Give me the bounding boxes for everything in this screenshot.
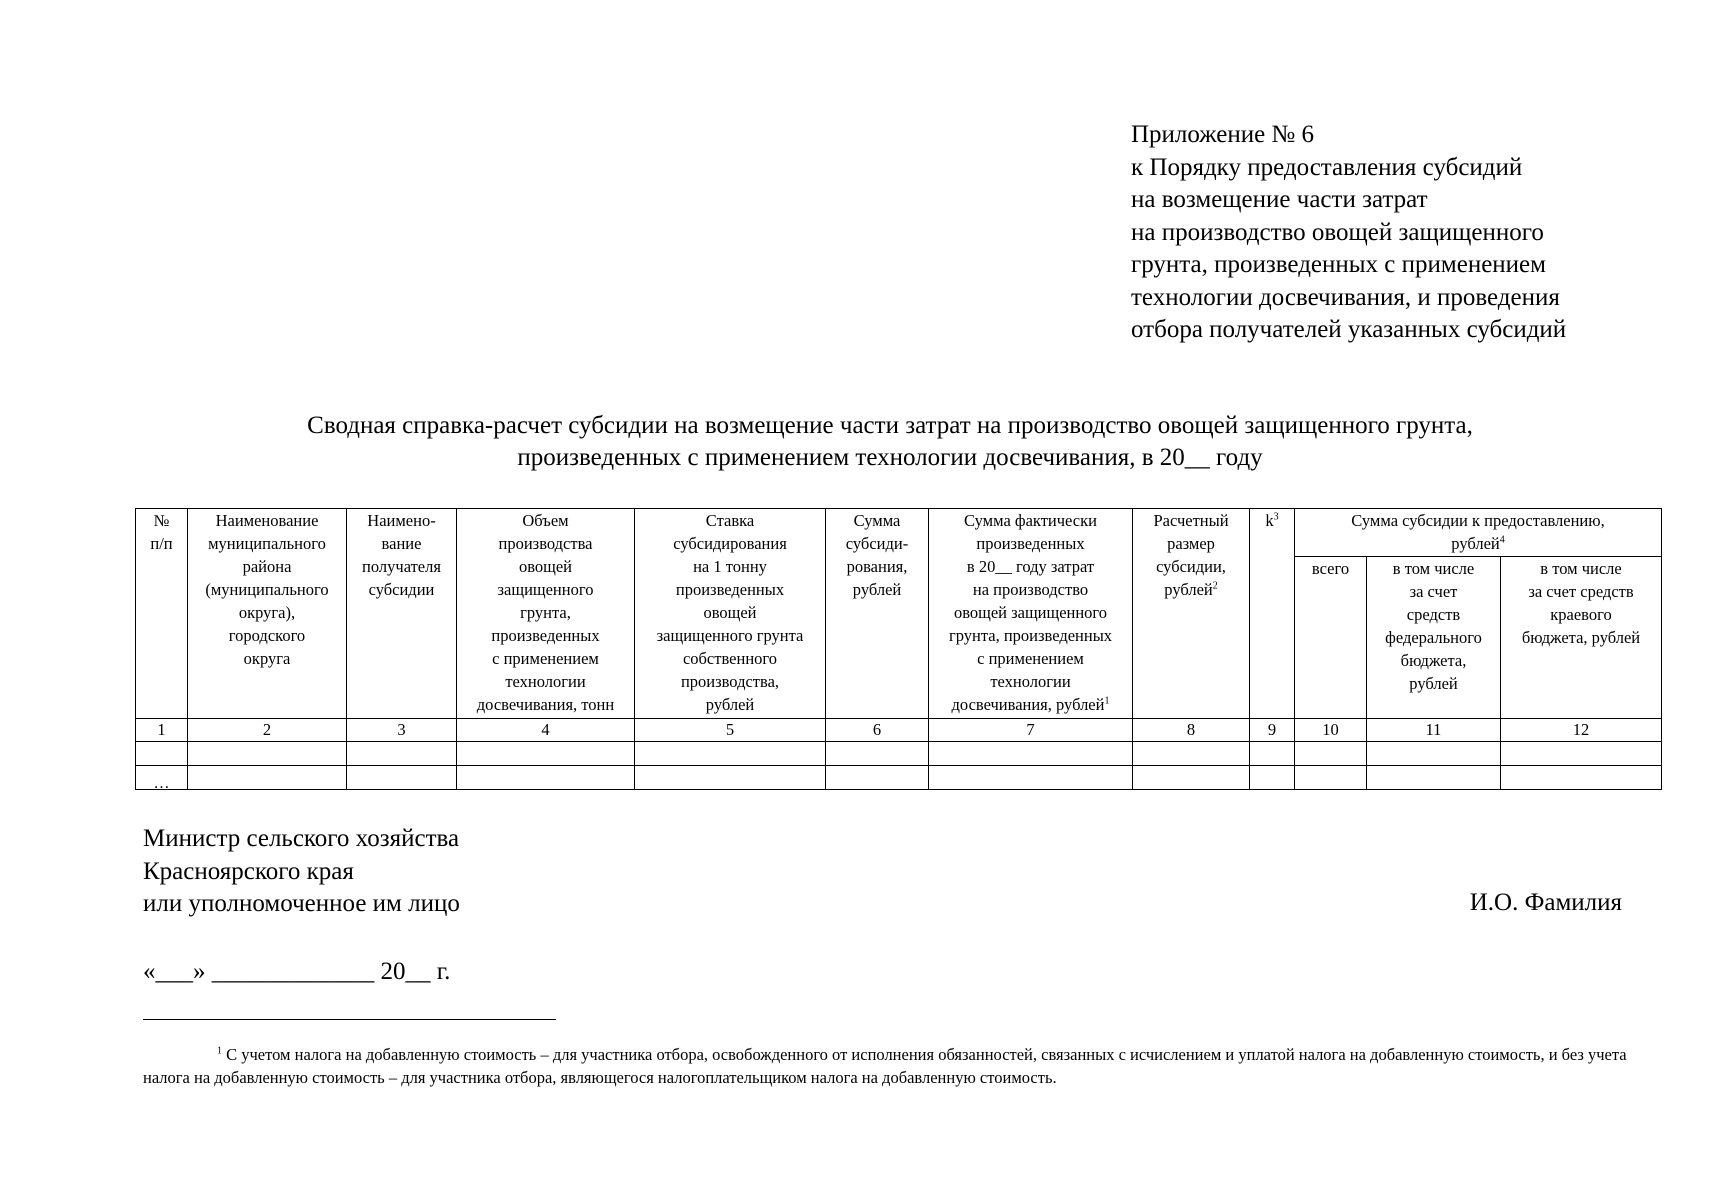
- footnote-ref-3: 3: [1273, 511, 1279, 523]
- header-text-line: рублей: [852, 580, 902, 599]
- table-cell: [1367, 766, 1501, 790]
- header-text-line: Сумма: [853, 511, 901, 530]
- ellipsis: …: [153, 775, 170, 790]
- header-text-line: вание: [381, 534, 422, 553]
- table-cell: [929, 742, 1133, 766]
- header-text-line: Сумма фактически: [964, 511, 1097, 530]
- header-text-line: размер: [1167, 534, 1215, 553]
- table-cell: [929, 766, 1133, 790]
- table-cell: [457, 742, 635, 766]
- header-text-line: на 1 тонну: [693, 557, 767, 576]
- header-text-line: №: [153, 511, 170, 530]
- title-line-2: произведенных с применением технологии досвечивания, в 20__ году: [517, 444, 1263, 471]
- ellipsis-cell: [136, 766, 188, 790]
- column-number: 10: [1295, 719, 1367, 742]
- header-text-line: технологии: [505, 672, 586, 691]
- appendix-line: грунта, произведенных с применением: [1131, 251, 1546, 278]
- header-actual-costs-last-text: досвечивания, рублей: [951, 695, 1105, 714]
- header-text-line: рования,: [846, 557, 908, 576]
- header-text-line: в том числе: [1540, 559, 1622, 578]
- appendix-line: на производство овощей защищенного: [1131, 218, 1544, 246]
- signatory-line: Министр сельского хозяйства: [143, 825, 460, 852]
- table-cell: [1250, 766, 1295, 790]
- table-cell: [635, 742, 826, 766]
- header-group-line-1: Сумма субсидии к предоставлению,: [1351, 511, 1605, 530]
- appendix-line: технологии досвечивания, и проведения: [1131, 283, 1560, 311]
- header-text-line: произведенных: [976, 534, 1085, 553]
- header-text-line: грунта,: [520, 603, 571, 622]
- table-row: [136, 742, 1662, 766]
- header-text-line: средств: [1406, 605, 1461, 624]
- subsidy-calculation-table: [135, 508, 1662, 790]
- header-text-line: всего: [1311, 559, 1350, 578]
- header-text-line: собственного: [682, 649, 778, 668]
- header-text-line: получателя: [362, 557, 441, 576]
- header-actual-costs: [929, 509, 1133, 719]
- table-cell: [188, 766, 347, 790]
- header-actual-costs-lines: [930, 509, 1131, 693]
- appendix-block: [1131, 119, 1566, 347]
- header-text-line: в 20__ году затрат: [966, 557, 1095, 576]
- header-calculated-last: [1134, 578, 1248, 601]
- signatory-line: или уполномоченное им лицо: [143, 890, 460, 917]
- header-calculated-subsidy: [1133, 509, 1250, 719]
- table-cell: [1367, 742, 1501, 766]
- header-text-line: за счет средств: [1528, 582, 1634, 601]
- header-text-line: защищенного: [497, 580, 594, 599]
- title-line-1: Сводная справка-расчет субсидии на возмещение части затрат на производство овощей защищенного грунта,: [307, 412, 1473, 439]
- footnote-text: С учетом налога на добавленную стоимость – для участника отбора, освобожденного от исполнения обязанностей, связанных с исчислением и уплатой налога на добавленную стоимость, и без учета налога на добавленную стоимость – для участника отбора, являющегося налогоплательщиком налога на добавленную стоимость.: [143, 1045, 1627, 1087]
- table-cell: [457, 766, 635, 790]
- header-text-line: Ставка: [705, 511, 755, 530]
- header-subsidy-rate: [635, 509, 826, 719]
- header-text-line: овощей защищенного: [953, 603, 1108, 622]
- column-number: 8: [1133, 719, 1250, 742]
- header-text-line: округа),: [238, 603, 296, 622]
- column-number: 5: [635, 719, 826, 742]
- column-number: 12: [1501, 719, 1662, 742]
- header-text-line: Объем: [522, 511, 569, 530]
- appendix-line: на возмещение части затрат: [1131, 186, 1428, 213]
- table-cell: [1501, 766, 1662, 790]
- header-text-line: овощей: [518, 557, 573, 576]
- header-text-line: рублей: [705, 695, 755, 714]
- header-text-line: городского: [228, 626, 306, 645]
- appendix-line: Приложение № 6: [1131, 121, 1315, 148]
- header-text-line: в том числе: [1392, 559, 1475, 578]
- header-text-line: с применением: [492, 649, 599, 668]
- header-coefficient-text: k: [1265, 511, 1274, 530]
- header-text-line: Расчетный: [1153, 511, 1229, 530]
- header-text-line: за счет: [1409, 582, 1458, 601]
- header-text-line: защищенного грунта: [656, 626, 804, 645]
- header-text-line: субсидии: [368, 580, 435, 599]
- footnote-divider: [143, 1019, 556, 1020]
- header-text-line: Наимено-: [367, 511, 436, 530]
- appendix-line: к Порядку предоставления субсидий: [1131, 153, 1523, 181]
- table-cell: [826, 742, 929, 766]
- header-text-line: муниципального: [208, 534, 326, 553]
- header-text-line: с применением: [977, 649, 1084, 668]
- column-number: 1: [136, 719, 188, 742]
- column-number: 9: [1250, 719, 1295, 742]
- table-cell: [136, 742, 188, 766]
- column-number-row: [136, 719, 1662, 742]
- header-text-line: досвечивания, тонн: [476, 695, 615, 714]
- header-federal-budget: [1367, 557, 1501, 719]
- header-group-line-2-text: рублей: [1451, 534, 1500, 553]
- header-calculated-last-text: рублей: [1164, 580, 1213, 599]
- header-text-line: (муниципального: [205, 580, 329, 599]
- header-text-line: субсидии,: [1156, 557, 1226, 576]
- table-cell: [635, 766, 826, 790]
- header-text-line: федерального: [1385, 628, 1482, 647]
- header-text-line: произведенных: [491, 626, 600, 645]
- table-cell: [1295, 766, 1367, 790]
- column-number: 11: [1367, 719, 1501, 742]
- header-subsidy-group: [1295, 509, 1662, 557]
- header-text-line: технологии: [990, 672, 1071, 691]
- signatory-name: И.О. Фамилия: [1469, 889, 1622, 916]
- header-text-line: производства,: [680, 672, 780, 691]
- header-total: [1295, 557, 1367, 719]
- header-text-line: рублей: [1409, 674, 1458, 693]
- column-number: 6: [826, 719, 929, 742]
- table-cell: [1250, 742, 1295, 766]
- header-actual-costs-last: [930, 693, 1131, 716]
- header-regional-budget: [1501, 557, 1662, 719]
- column-number: 3: [347, 719, 457, 742]
- footnote: [143, 1043, 1643, 1089]
- header-calculated-lines: [1134, 509, 1248, 578]
- header-text-line: производства: [498, 534, 593, 553]
- header-group-line-2: [1296, 532, 1660, 555]
- header-text-line: Наименование: [215, 511, 319, 530]
- header-recipient: [347, 509, 457, 719]
- table-cell: [1133, 766, 1250, 790]
- header-text-line: бюджета,: [1400, 651, 1467, 670]
- footnote-ref-1: 1: [1104, 695, 1110, 707]
- table-cell: [347, 742, 457, 766]
- document-title: [110, 410, 1670, 474]
- footnote-ref-2: 2: [1212, 580, 1218, 592]
- header-production-volume: [457, 509, 635, 719]
- header-municipality: [188, 509, 347, 719]
- appendix-line: отбора получателей указанных субсидий: [1131, 316, 1567, 343]
- header-text-line: округа: [243, 649, 291, 668]
- table-cell: [1133, 742, 1250, 766]
- table-cell: [188, 742, 347, 766]
- header-text-line: субсидирования: [673, 534, 787, 553]
- header-text-line: овощей: [703, 603, 757, 622]
- header-text-line: п/п: [150, 534, 173, 553]
- header-text-line: на производство: [972, 580, 1089, 599]
- table-row: [136, 766, 1662, 790]
- header-text-line: краевого: [1550, 605, 1612, 624]
- column-number: 7: [929, 719, 1133, 742]
- footnote-mark: 1: [217, 1045, 222, 1057]
- header-number: [136, 509, 188, 719]
- signature-date: «___» _____________ 20__ г.: [143, 958, 451, 985]
- header-text-line: грунта, произведенных: [948, 626, 1113, 645]
- header-text-line: бюджета, рублей: [1521, 628, 1641, 647]
- signatory-line: Красноярского края: [143, 857, 354, 885]
- signatory-block: [143, 823, 460, 921]
- footnote-ref-4: 4: [1499, 534, 1505, 546]
- header-text-line: произведенных: [675, 580, 785, 599]
- header-subsidy-amount: [826, 509, 929, 719]
- header-text-line: субсиди-: [845, 534, 909, 553]
- table-cell: [1295, 742, 1367, 766]
- table-cell: [826, 766, 929, 790]
- header-text-line: района: [242, 557, 292, 576]
- column-number: 4: [457, 719, 635, 742]
- header-coefficient: [1250, 509, 1295, 719]
- table-cell: [1501, 742, 1662, 766]
- column-number: 2: [188, 719, 347, 742]
- table-cell: [347, 766, 457, 790]
